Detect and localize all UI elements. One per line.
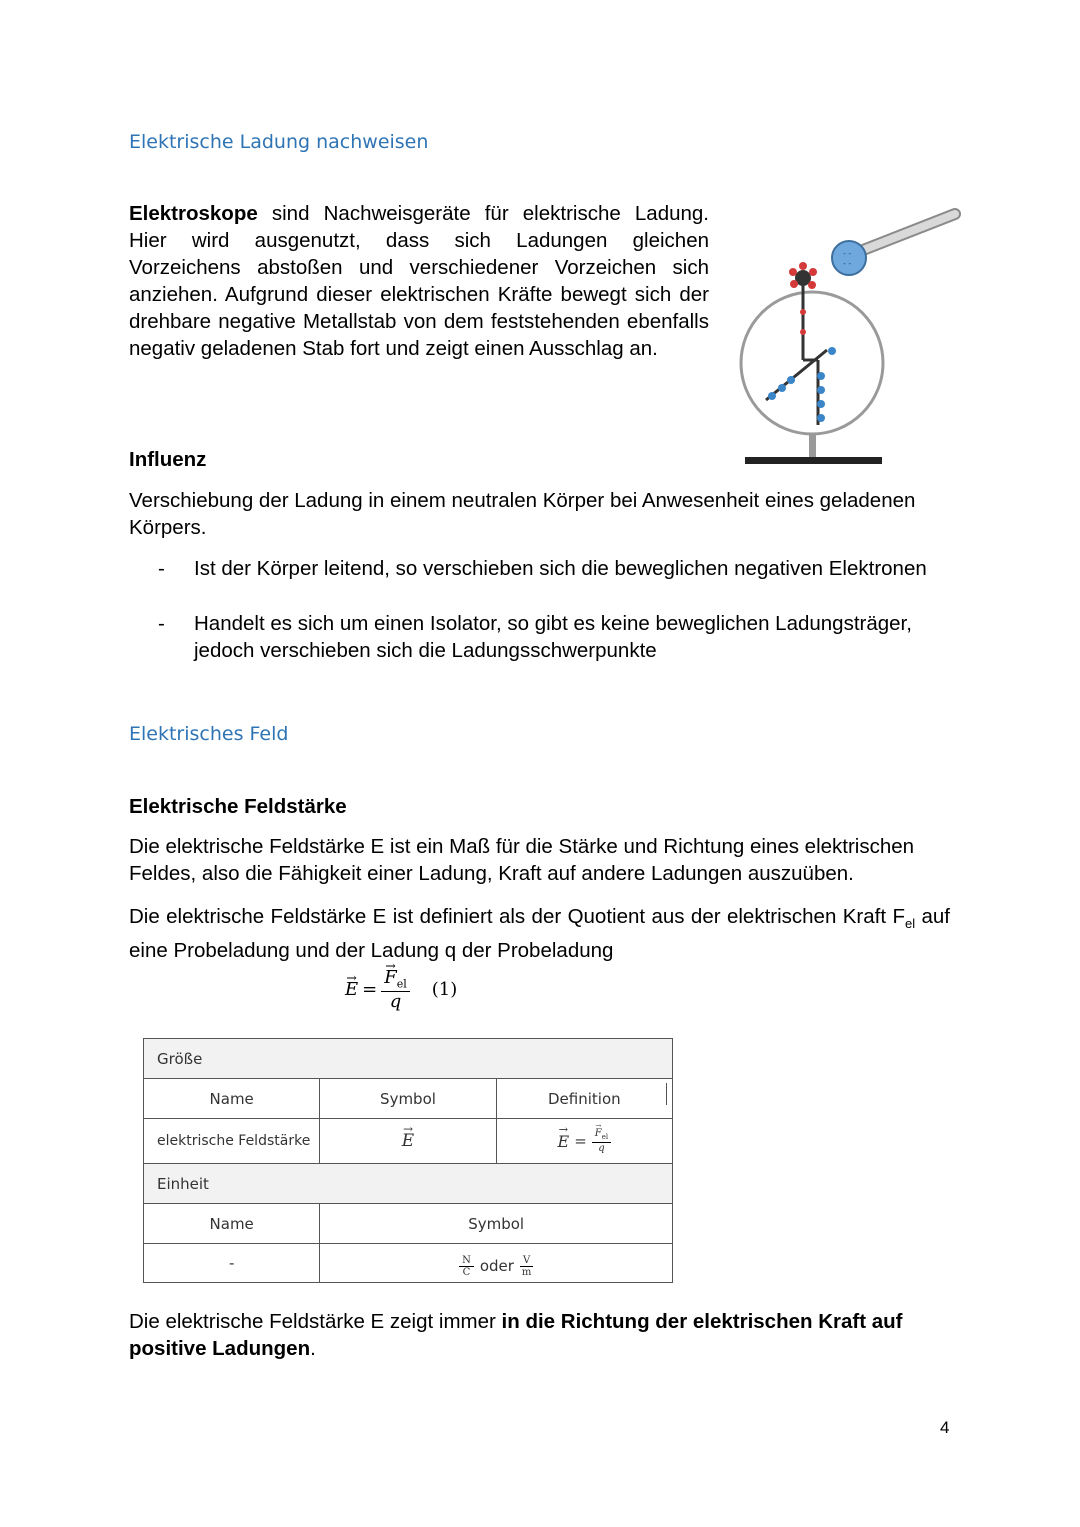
unit-col-symbol: Symbol [320, 1204, 673, 1244]
elektroskop-text: sind Nachweisgeräte für elektrische Ladung. Hier wird ausgenutzt, dass sich Ladungen gleichen Vorzeichens abstoßen und verschiedener Vorzeichen sich anziehen. Aufgrund dieser elektrischen Kräfte bewegt sich der drehbare negative Metallstab von dem feststehenden ebenfalls negativ geladenen Stab fort und zeigt einen Ausschlag an. [129, 202, 709, 360]
row-symbol: → E [320, 1119, 496, 1164]
charged-rod [832, 214, 955, 275]
elektroskop-paragraph [129, 200, 709, 362]
unit-col-name: Name [144, 1204, 320, 1244]
col-symbol: Symbol [320, 1079, 496, 1119]
feldstaerke-table [143, 1038, 673, 1283]
elektroskope-term: Elektroskope [129, 202, 258, 225]
svg-text:- -: - - [843, 259, 852, 268]
bullet-text: Handelt es sich um einen Isolator, so gibt es keine beweglichen Ladungsträger, jedoch verschieben sich die Ladungsschwerpunkte [194, 612, 912, 662]
text-cursor [666, 1083, 667, 1105]
section-heading-ladung: Elektrische Ladung nachweisen [129, 131, 429, 153]
unit-name: - [144, 1244, 320, 1283]
bullet-dash: - [158, 557, 165, 580]
equation-1: → E = → $\frac{F_{el}}{q}$ (1) [345, 968, 457, 1011]
col-name: Name [144, 1079, 320, 1119]
equation-lhs: → E [345, 979, 358, 1000]
stand-pole [809, 434, 816, 458]
einheit-label: Einheit [144, 1164, 673, 1204]
bullet-dash: - [158, 612, 165, 635]
bullet-text: Ist der Körper leitend, so verschieben sich die beweglichen negativen Elektronen [194, 557, 927, 580]
closing-paragraph: Die elektrische Feldstärke E zeigt immer in die Richtung der elektrischen Kraft auf positive Ladungen. [129, 1310, 903, 1360]
equation-number: (1) [431, 979, 458, 1001]
feldstaerke-paragraph-1: Die elektrische Feldstärke E ist ein Maß für die Stärke und Richtung eines elektrischen Feldes, also die Fähigkeit einer Ladung, Kraft auf andere Ladungen auszuüben. [129, 835, 915, 885]
influenz-paragraph: Verschiebung der Ladung in einem neutralen Körper bei Anwesenheit eines geladenen Körpers. [129, 489, 916, 539]
feldstaerke-paragraph-2: Die elektrische Feldstärke E ist definiert als der Quotient aus der elektrischen Kraft $F_{el}$ auf eine Probeladung und der Ladung q der Probeladung [129, 905, 950, 963]
page-number: 4 [940, 1418, 950, 1437]
bullet-item [158, 555, 950, 582]
electroscope-illustration [730, 200, 970, 475]
stand-base [745, 457, 882, 464]
influenz-heading: Influenz [129, 448, 207, 471]
svg-text:- -: - - [843, 249, 852, 258]
unit-symbol: $\frac{N}{C}$ oder $\frac{V}{m}$ [320, 1244, 673, 1283]
section-heading-feld: Elektrisches Feld [129, 723, 289, 745]
equation-fraction: → $\frac{F_{el}}{q}$ [381, 968, 410, 1011]
row-name: elektrische Feldstärke [144, 1119, 320, 1164]
col-definition: Definition [496, 1079, 672, 1119]
feldstaerke-heading: Elektrische Feldstärke [129, 795, 347, 818]
groesse-label: Größe [144, 1039, 673, 1079]
bullet-item [158, 610, 950, 664]
row-definition: → E = → $\frac{F_{el}}{q}$ [496, 1119, 672, 1164]
